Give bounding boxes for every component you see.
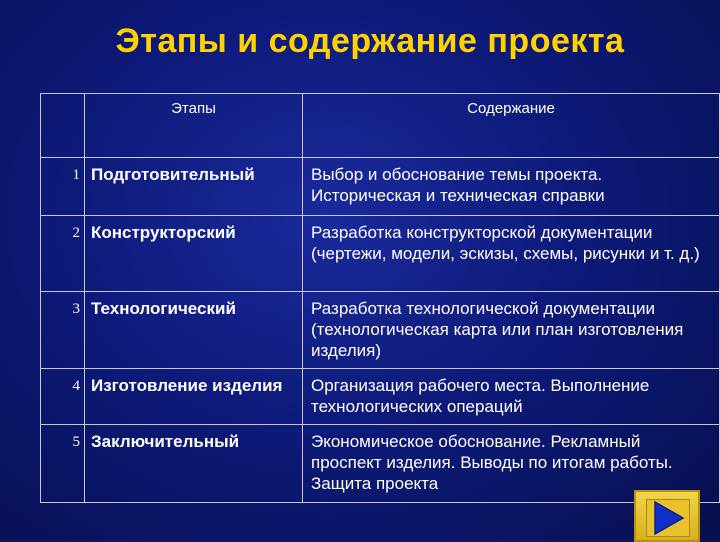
table-header-row <box>41 94 720 158</box>
header-number-cell <box>41 94 85 158</box>
slide-title: Этапы и содержание проекта <box>115 22 625 60</box>
next-slide-button[interactable] <box>634 490 700 542</box>
stage-content: Организация рабочего места. Выполнение технологических операций <box>303 369 720 425</box>
row-number: 4 <box>41 369 85 425</box>
row-number: 3 <box>41 292 85 369</box>
stage-content: Экономическое обоснование. Рекламный проспект изделия. Выводы по итогам работы. Защита проекта <box>303 425 720 503</box>
header-content: Содержание <box>303 94 720 158</box>
table-row <box>41 425 720 503</box>
stage-content: Разработка технологической документации (технологическая карта или план изготовления изделия) <box>303 292 720 369</box>
row-number: 2 <box>41 216 85 292</box>
table-row <box>41 292 720 369</box>
stage-name: Заключительный <box>85 425 303 503</box>
stage-name: Подготовительный <box>85 158 303 216</box>
play-triangle-icon <box>649 496 689 540</box>
row-number: 1 <box>41 158 85 216</box>
stages-table <box>40 93 720 503</box>
table-row <box>41 369 720 425</box>
table-row <box>41 216 720 292</box>
row-number: 5 <box>41 425 85 503</box>
stage-content: Разработка конструкторской документации (чертежи, модели, эскизы, схемы, рисунки и т. д.) <box>303 216 720 292</box>
table-row <box>41 158 720 216</box>
stage-name: Изготовление изделия <box>85 369 303 425</box>
stage-name: Конструкторский <box>85 216 303 292</box>
stage-name: Технологический <box>85 292 303 369</box>
header-stages: Этапы <box>85 94 303 158</box>
stage-content: Выбор и обоснование темы проекта. Историческая и техническая справки <box>303 158 720 216</box>
